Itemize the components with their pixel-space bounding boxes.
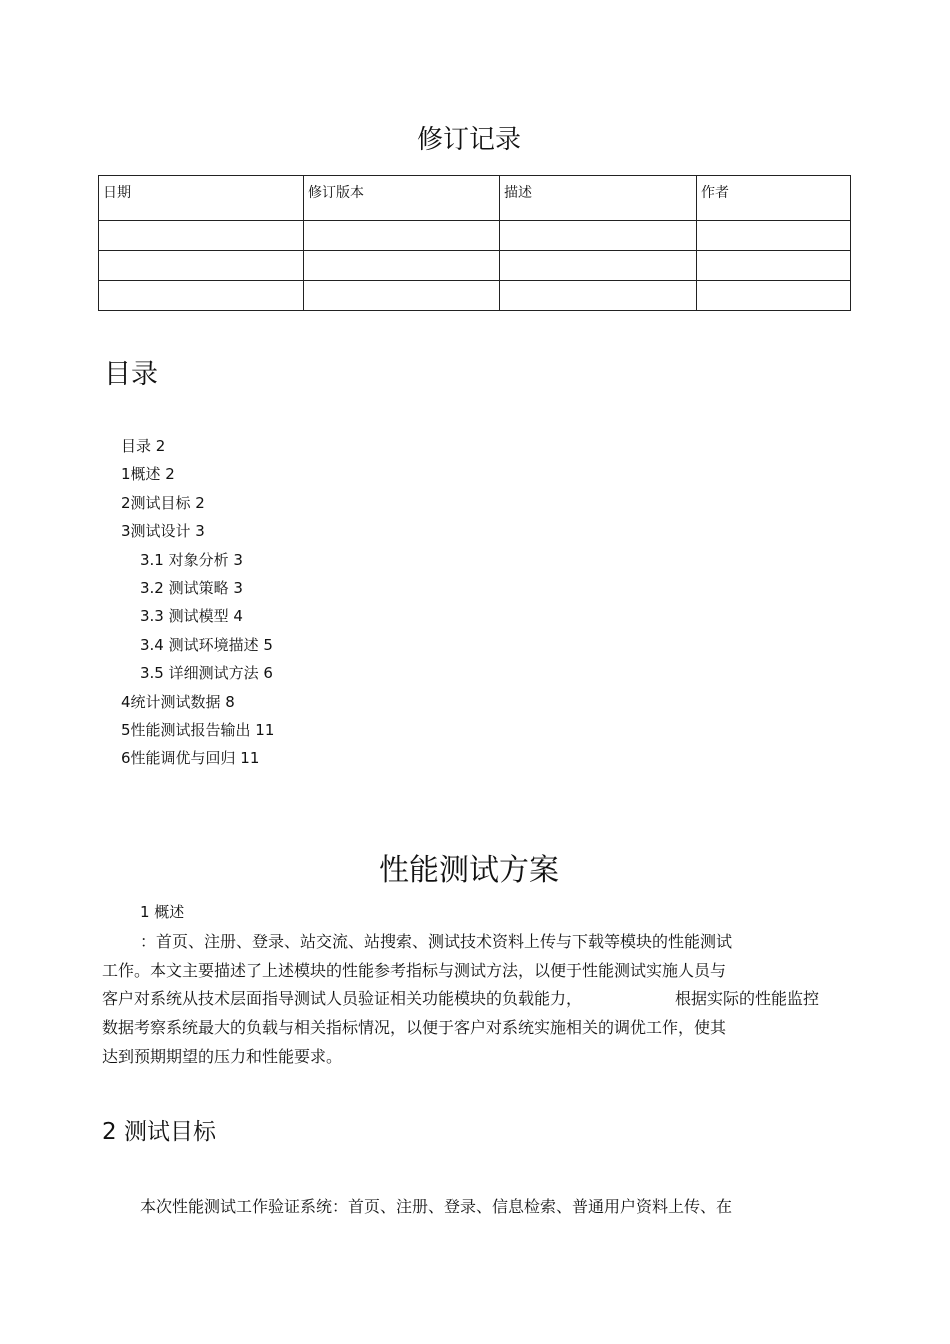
table-cell	[697, 221, 851, 251]
table-header-row	[99, 176, 851, 221]
section1-heading: 1 概述	[140, 903, 185, 921]
toc-item[interactable]: 5性能测试报告输出 11	[121, 721, 275, 739]
revision-table	[98, 175, 851, 311]
section1-line: 根据实际的性能监控	[675, 989, 820, 1008]
table-cell	[500, 221, 697, 251]
table-cell	[304, 251, 500, 281]
toc-item[interactable]: 3.2 测试策略 3	[140, 579, 243, 597]
toc-item[interactable]: 3.4 测试环境描述 5	[140, 636, 273, 654]
table-cell	[99, 281, 304, 311]
header-date: 日期	[99, 176, 304, 221]
toc-item[interactable]: 3.1 对象分析 3	[140, 551, 243, 569]
toc-item[interactable]: 3.5 详细测试方法 6	[140, 664, 273, 682]
table-cell	[697, 281, 851, 311]
table-cell	[99, 221, 304, 251]
table-cell	[304, 281, 500, 311]
table-cell	[500, 251, 697, 281]
toc-item[interactable]: 目录 2	[121, 437, 166, 455]
table-cell	[99, 251, 304, 281]
table-row	[99, 281, 851, 311]
table-cell	[500, 281, 697, 311]
toc-item[interactable]: 2测试目标 2	[121, 494, 205, 512]
section1-line: ：首页、注册、登录、站交流、站搜索、测试技术资料上传与下载等模块的性能测试	[140, 932, 733, 951]
toc-heading: 目录	[104, 359, 158, 390]
table-row	[99, 251, 851, 281]
document-title: 性能测试方案	[379, 853, 559, 888]
table-cell	[304, 221, 500, 251]
toc-item[interactable]: 6性能调优与回归 11	[121, 749, 260, 767]
table-cell	[697, 251, 851, 281]
header-description: 描述	[500, 176, 697, 221]
toc-item[interactable]: 3.3 测试模型 4	[140, 607, 243, 625]
toc-item[interactable]: 3测试设计 3	[121, 522, 205, 540]
toc-item[interactable]: 1概述 2	[121, 465, 175, 483]
table-row	[99, 221, 851, 251]
section1-line: 达到预期期望的压力和性能要求。	[102, 1047, 343, 1066]
section1-line: 客户对系统从技术层面指导测试人员验证相关功能模块的负载能力，	[102, 989, 583, 1008]
header-version: 修订版本	[304, 176, 500, 221]
revision-record-title: 修订记录	[416, 125, 521, 155]
section1-line: 数据考察系统最大的负载与相关指标情况，以便于客户对系统实施相关的调优工作，使其	[102, 1018, 727, 1037]
section2-heading: 2 测试目标	[102, 1119, 216, 1145]
section1-line: 工作。本文主要描述了上述模块的性能参考指标与测试方法，以便于性能测试实施人员与	[102, 961, 727, 980]
header-author: 作者	[697, 176, 851, 221]
toc-item[interactable]: 4统计测试数据 8	[121, 693, 235, 711]
section2-text: 本次性能测试工作验证系统：首页、注册、登录、信息检索、普通用户资料上传、在	[140, 1197, 733, 1216]
